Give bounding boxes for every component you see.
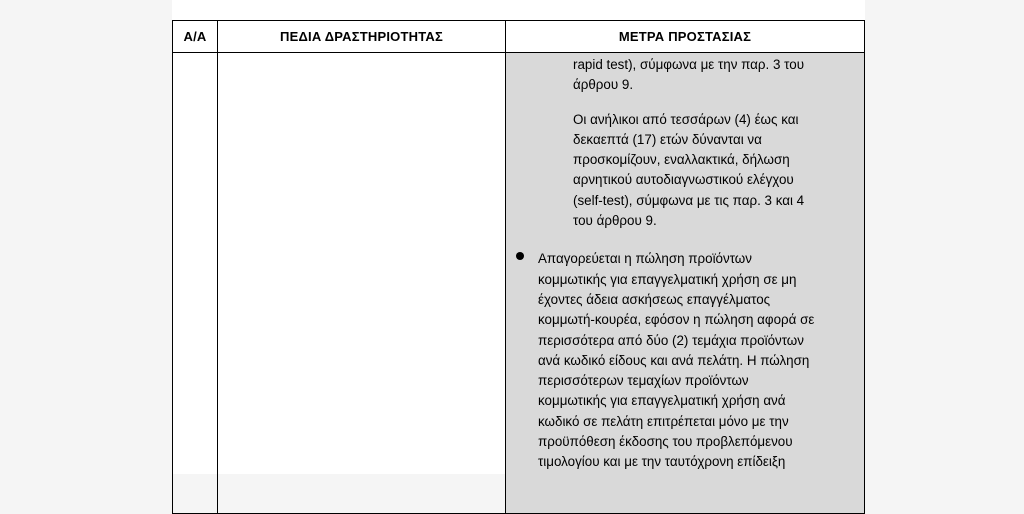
cell-activity-field [218,53,506,514]
text-line: περισσότερων τεμαχίων προϊόντων [538,373,749,389]
text-line: έχοντες άδεια ασκήσεως επαγγέλματος [538,291,771,307]
bullet-icon [516,252,524,260]
text-line: δεκαεπτά (17) ετών δύνανται να [573,131,762,147]
text-line: άρθρου 9. [573,77,634,93]
text-line: Οι ανήλικοι από τεσσάρων (4) έως και [573,111,799,127]
table-row [173,53,865,514]
text-line: κομμωτικής για επαγγελματική χρήση σε μη [538,271,797,287]
header-protection-measures: ΜΕΤΡΑ ΠΡΟΣΤΑΣΙΑΣ [506,21,865,53]
header-activity-field: ΠΕΔΙΑ ΔΡΑΣΤΗΡΙΟΤΗΤΑΣ [218,21,506,53]
text-line: κομμωτή-κουρέα, εφόσον η πώληση αφορά σε [538,312,815,328]
document-page [172,0,865,474]
text-line: ανά κωδικό είδους και ανά πελάτη. Η πώληση [538,352,810,368]
continued-paragraph [573,55,864,96]
text-line: κομμωτικής για επαγγελματική χρήση ανά [538,393,786,409]
table-header-row [173,21,865,53]
header-number: Α/Α [173,21,218,53]
measures-table [172,20,865,514]
text-line: τιμολογίου και με την ταυτόχρονη επίδειξη [538,454,786,470]
text-line: του άρθρου 9. [573,213,657,229]
minors-paragraph [573,110,864,232]
text-line: Απαγορεύεται η πώληση προϊόντων [538,251,752,267]
bullet-item [506,249,864,472]
text-line: (self-test), σύμφωνα με τις παρ. 3 και 4 [573,192,805,208]
cell-number [173,53,218,514]
text-line: κωδικό σε πελάτη επιτρέπεται μόνο με την [538,413,789,429]
cell-protection-measures [506,53,865,514]
text-line: αρνητικού αυτοδιαγνωστικού ελέγχου [573,172,794,188]
text-line: προϋπόθεση έκδοσης του προβλεπόμενου [538,434,793,450]
text-line: rapid test), σύμφωνα με την παρ. 3 του [573,57,805,72]
text-line: περισσότερα από δύο (2) τεμάχια προϊόντων [538,332,804,348]
text-line: προσκομίζουν, εναλλακτικά, δήλωση [573,152,790,168]
